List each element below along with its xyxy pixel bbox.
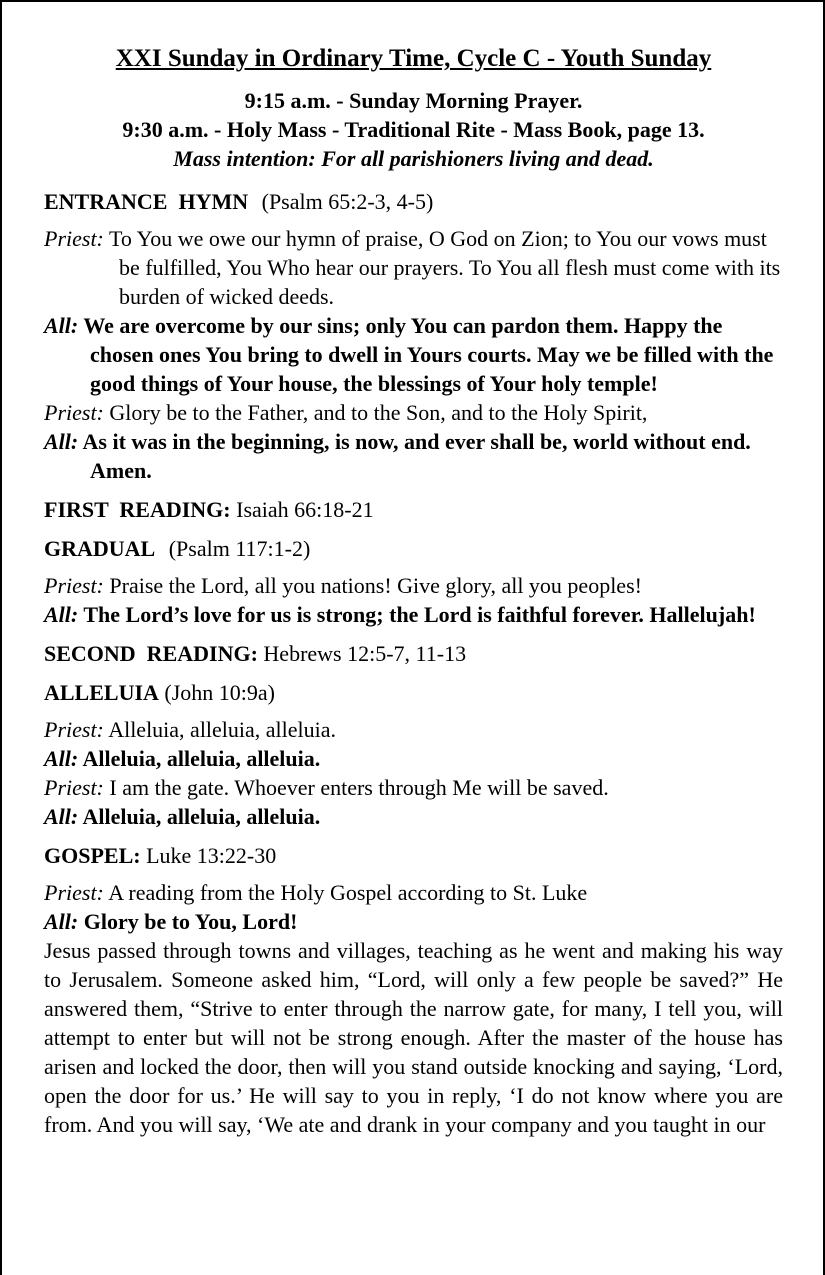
section-heading: FIRST READING: xyxy=(44,497,231,522)
mass-intention: Mass intention: For all parishioners living and dead. xyxy=(173,146,654,171)
page-title: XXI Sunday in Ordinary Time, Cycle C - Youth Sunday xyxy=(115,45,712,72)
priest-text: To You we owe our hymn of praise, O God on Zion; to You our vows must be fulfilled, You Who hear our prayers. To You all flesh must come with its burden of wicked deeds. xyxy=(109,226,781,309)
all-line xyxy=(44,600,783,629)
all-line xyxy=(44,907,783,936)
role-label: Priest: xyxy=(44,880,104,905)
priest-line xyxy=(44,571,783,600)
all-text: Glory be to You, Lord! xyxy=(83,909,298,934)
section-heading: SECOND READING: xyxy=(44,641,258,666)
second-reading-header xyxy=(44,639,783,668)
priest-text: A reading from the Holy Gospel according to St. Luke xyxy=(108,880,588,905)
priest-text: I am the gate. Whoever enters through Me will be saved. xyxy=(109,775,609,800)
entrance-hymn-header xyxy=(44,187,783,216)
section-heading: GRADUAL xyxy=(44,536,156,561)
all-line xyxy=(44,311,783,398)
alleluia-header xyxy=(44,678,783,707)
section-heading: GOSPEL: xyxy=(44,843,141,868)
gospel-text: Jesus passed through towns and villages, teaching as he went and making his way to Jerusalem. Someone asked him, “Lord, will only a few people be saved?” He answered them, “Strive to enter through the narrow gate, for many, I tell you, will attempt to enter but will not be strong enough. After the master of the house has arisen and locked the door, then will you stand outside knocking and saying, ‘Lord, open the door for us.’ He will say to you in reply, ‘I do not know where you are from. And you will say, ‘We ate and drank in your company and you taught in our xyxy=(44,938,783,1137)
role-label: All: xyxy=(44,602,79,627)
priest-text: Alleluia, alleluia, alleluia. xyxy=(108,717,337,742)
schedule-holy-mass: 9:30 a.m. - Holy Mass - Traditional Rite - Mass Book, page 13. xyxy=(122,117,705,142)
all-text: The Lord’s love for us is strong; the Lord is faithful forever. Hallelujah! xyxy=(83,602,756,627)
section-reference: (John 10:9a) xyxy=(164,680,276,705)
all-text: We are overcome by our sins; only You can pardon them. Happy the chosen ones You bring to dwell in Yours courts. May we be filled with the good things of Your house, the blessings of Your holy temple! xyxy=(83,313,774,396)
all-line xyxy=(44,802,783,831)
role-label: All: xyxy=(44,313,79,338)
role-label: Priest: xyxy=(44,226,104,251)
priest-line xyxy=(44,715,783,744)
all-text: As it was in the beginning, is now, and ever shall be, world without end. Amen. xyxy=(82,429,751,483)
role-label: Priest: xyxy=(44,717,104,742)
role-label: Priest: xyxy=(44,775,104,800)
schedule-morning-prayer: 9:15 a.m. - Sunday Morning Prayer. xyxy=(244,88,583,113)
all-line xyxy=(44,427,783,485)
first-reading-header xyxy=(44,495,783,524)
gospel-header xyxy=(44,841,783,870)
section-reference: Isaiah 66:18-21 xyxy=(236,497,374,522)
role-label: Priest: xyxy=(44,573,104,598)
all-text: Alleluia, alleluia, alleluia. xyxy=(82,804,321,829)
priest-line xyxy=(44,398,783,427)
section-reference: Hebrews 12:5-7, 11-13 xyxy=(263,641,467,666)
mass-schedule xyxy=(44,86,783,173)
priest-line xyxy=(44,224,783,311)
all-text: Alleluia, alleluia, alleluia. xyxy=(82,746,321,771)
all-line xyxy=(44,744,783,773)
section-heading: ALLELUIA xyxy=(44,680,159,705)
priest-line xyxy=(44,878,783,907)
role-label: All: xyxy=(44,909,79,934)
role-label: All: xyxy=(44,429,79,454)
priest-text: Glory be to the Father, and to the Son, and to the Holy Spirit, xyxy=(109,400,648,425)
priest-text: Praise the Lord, all you nations! Give glory, all you peoples! xyxy=(109,573,642,598)
gradual-header xyxy=(44,534,783,563)
section-reference: (Psalm 65:2-3, 4-5) xyxy=(261,189,434,214)
role-label: All: xyxy=(44,804,79,829)
section-reference: Luke 13:22-30 xyxy=(146,843,277,868)
role-label: Priest: xyxy=(44,400,104,425)
priest-line xyxy=(44,773,783,802)
role-label: All: xyxy=(44,746,79,771)
section-reference: (Psalm 117:1-2) xyxy=(168,536,311,561)
section-heading: ENTRANCE HYMN xyxy=(44,189,249,214)
